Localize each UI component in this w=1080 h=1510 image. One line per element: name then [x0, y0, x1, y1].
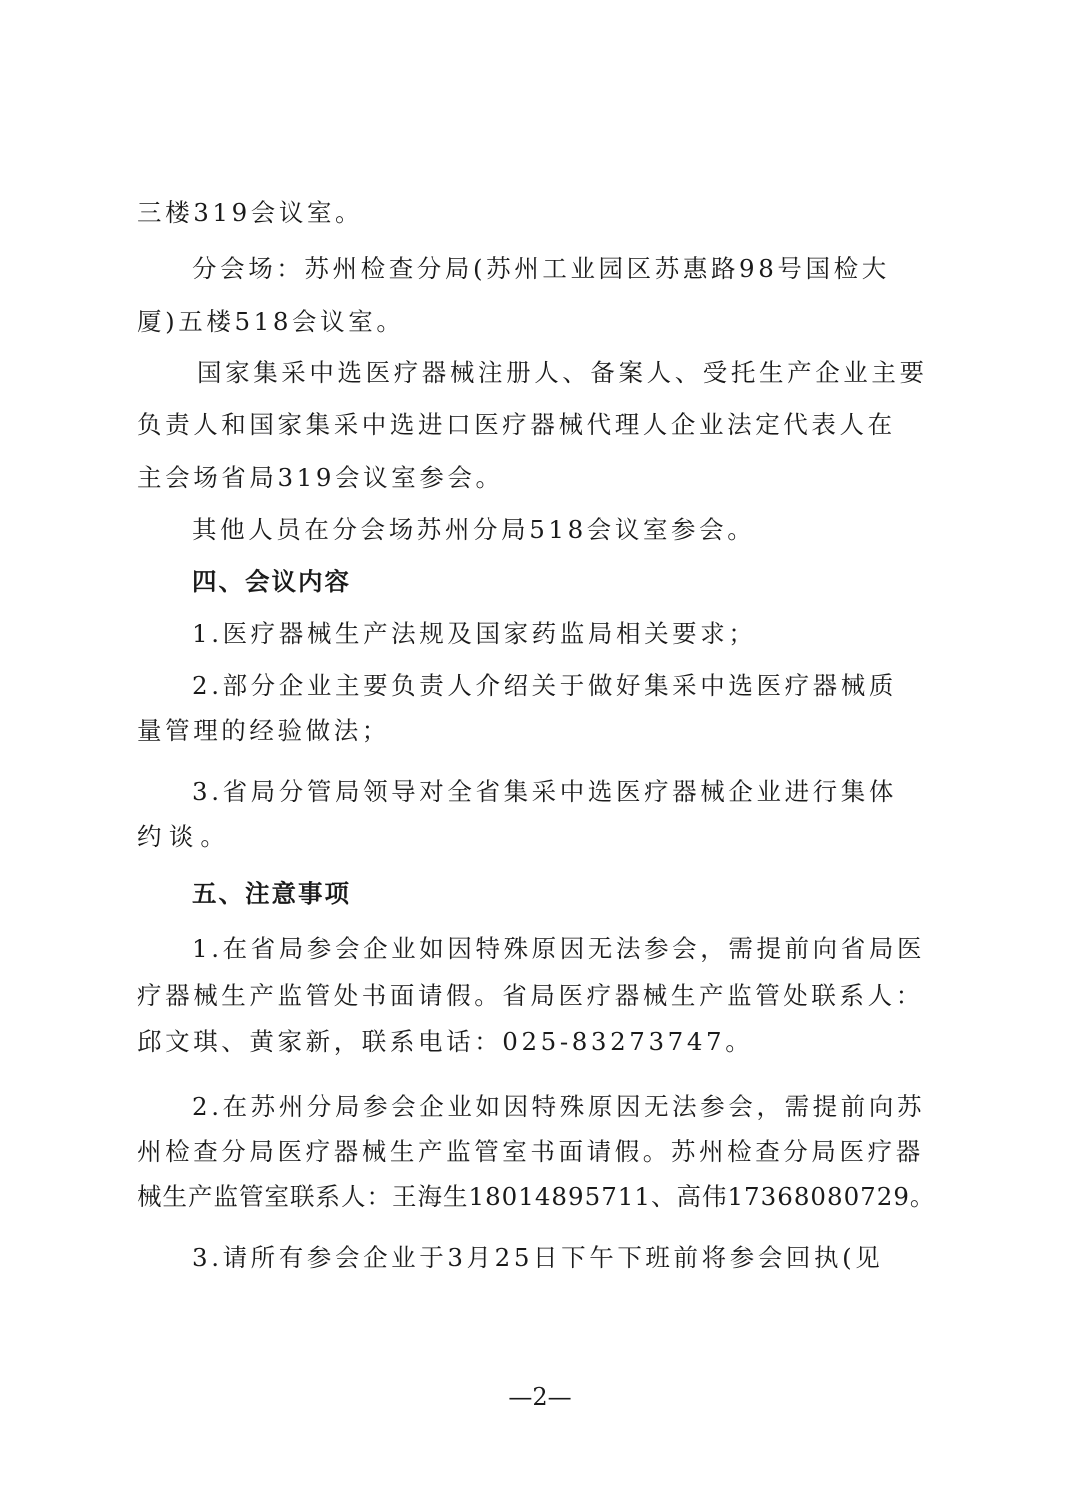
attendees-paragraph2: 其他人员在分会场苏州分局518会议室参会。	[192, 515, 756, 544]
section4-item2-line2: 量管理的经验做法；	[137, 716, 390, 745]
venue-main-tail: 三楼319会议室。	[137, 198, 364, 227]
section4-item3-line2: 约谈。	[137, 822, 233, 851]
section5-item2-line1: 2.在苏州分局参会企业如因特殊原因无法参会，需提前向苏	[192, 1092, 926, 1121]
venue-branch-line1: 分会场：苏州检查分局(苏州工业园区苏惠路98号国检大	[192, 254, 890, 283]
section4-item2-line1: 2.部分企业主要负责人介绍关于做好集采中选医疗器械质	[192, 671, 897, 700]
attendees-paragraph1-line1: 国家集采中选医疗器械注册人、备案人、受托生产企业主要	[197, 358, 928, 387]
section4-item3-line1: 3.省局分管局领导对全省集采中选医疗器械企业进行集体	[192, 777, 897, 806]
section5-item1-line3: 邱文琪、黄家新，联系电话：025-83273747。	[137, 1027, 754, 1056]
section5-item2-line2: 州检查分局医疗器械生产监管室书面请假。苏州检查分局医疗器	[137, 1137, 924, 1166]
venue-branch-line2: 厦)五楼518会议室。	[137, 307, 405, 336]
section5-item2-line3: 械生产监管室联系人：王海生18014895711、高伟17368080729。	[137, 1182, 936, 1211]
section5-item1-line1: 1.在省局参会企业如因特殊原因无法参会，需提前向省局医	[192, 934, 926, 963]
section5-item1-line2: 疗器械生产监管处书面请假。省局医疗器械生产监管处联系人：	[137, 981, 924, 1010]
page-number: —2—	[508, 1383, 572, 1411]
section4-heading: 四、会议内容	[192, 567, 351, 596]
attendees-paragraph1-line3: 主会场省局319会议室参会。	[137, 463, 504, 492]
attendees-paragraph1-line2: 负责人和国家集采中选进口医疗器械代理人企业法定代表人在	[137, 410, 896, 439]
section4-item1: 1.医疗器械生产法规及国家药监局相关要求；	[192, 619, 757, 648]
section5-item3-line1: 3.请所有参会企业于3月25日下午下班前将参会回执(见	[192, 1243, 884, 1272]
section5-heading: 五、注意事项	[192, 879, 351, 908]
